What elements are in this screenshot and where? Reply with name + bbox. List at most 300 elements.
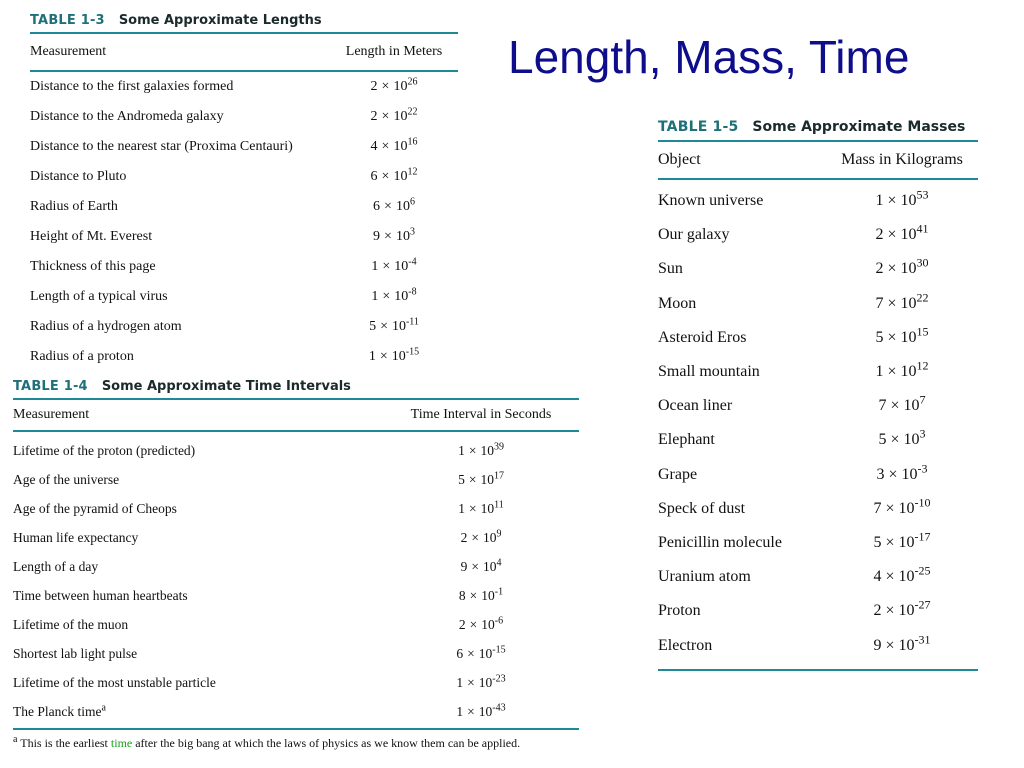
row-value	[330, 256, 458, 275]
table-row	[30, 312, 458, 342]
row-label: Shortest lab light pulse	[13, 645, 138, 661]
row-value	[826, 598, 978, 620]
times-symbol: ×	[885, 568, 895, 586]
row-value	[826, 290, 978, 313]
value-exponent: 12	[407, 166, 418, 178]
table-row	[658, 355, 978, 389]
row-label: Time between human heartbeats	[13, 587, 188, 603]
column-header-time: Time Interval in Seconds	[410, 407, 552, 422]
value-base: 10	[898, 533, 915, 551]
row-value	[826, 427, 978, 449]
row-value	[330, 106, 458, 125]
row-value	[826, 632, 978, 655]
times-symbol: ×	[382, 259, 391, 274]
table-body	[30, 72, 458, 372]
value-exponent: 4	[496, 557, 502, 568]
table-row	[13, 668, 579, 697]
value-mantissa: 1	[456, 703, 464, 719]
row-label-cell	[13, 501, 383, 517]
value-mantissa: 2	[873, 602, 882, 620]
value-base: 10	[478, 674, 493, 690]
row-value	[826, 187, 978, 210]
value-exponent: -3	[917, 461, 928, 476]
value-exponent: -10	[914, 495, 931, 510]
row-label-cell	[30, 109, 330, 125]
row-value	[826, 221, 978, 244]
value-base: 10	[481, 616, 495, 632]
table-lengths	[30, 8, 458, 372]
table-row	[30, 132, 458, 162]
value-mantissa: 6	[370, 169, 378, 184]
value-base: 10	[898, 499, 915, 517]
row-label-cell	[658, 568, 826, 586]
row-value	[383, 559, 579, 575]
row-label: Uranium atom	[658, 568, 751, 586]
value-base: 10	[900, 226, 917, 244]
row-value	[330, 76, 458, 95]
table-row	[658, 423, 978, 457]
times-symbol: ×	[890, 431, 900, 449]
value-exponent: 41	[916, 221, 929, 236]
value-base: 10	[898, 602, 915, 620]
value-mantissa: 5	[875, 328, 884, 346]
value-exponent: 12	[916, 358, 929, 373]
times-symbol: ×	[468, 500, 477, 516]
value-exponent: 30	[916, 256, 929, 271]
row-value	[826, 324, 978, 347]
value-exponent: 6	[409, 196, 415, 208]
row-value	[826, 495, 978, 518]
value-mantissa: 2	[875, 226, 884, 244]
value-base: 10	[393, 109, 408, 124]
value-exponent: 39	[493, 441, 504, 452]
row-label: The Planck time	[13, 703, 102, 719]
row-value	[383, 617, 579, 633]
value-base: 10	[481, 587, 495, 603]
row-label-cell	[30, 199, 330, 215]
value-base: 10	[391, 319, 406, 334]
value-exponent: 15	[916, 324, 929, 339]
value-exponent: -6	[494, 615, 504, 626]
table-row	[658, 389, 978, 423]
table-masses	[658, 114, 978, 671]
row-label: Elephant	[658, 431, 715, 449]
value-exponent: 11	[494, 499, 504, 510]
value-exponent: -15	[405, 346, 420, 358]
table-row	[13, 552, 579, 581]
times-symbol: ×	[890, 397, 900, 415]
value-base: 10	[900, 328, 917, 346]
value-exponent: 22	[407, 106, 418, 118]
row-label: Lifetime of the most unstable particle	[13, 674, 216, 690]
value-mantissa: 2	[370, 109, 378, 124]
row-label-cell	[13, 559, 383, 575]
row-value	[826, 529, 978, 552]
table-row	[30, 342, 458, 372]
table-header	[30, 34, 458, 70]
row-label: Distance to the Andromeda galaxy	[30, 109, 224, 124]
row-value	[383, 675, 579, 691]
value-mantissa: 1	[875, 192, 884, 210]
table-title: Some Approximate Masses	[752, 119, 966, 135]
row-value	[383, 646, 579, 662]
value-base: 10	[900, 294, 917, 312]
value-base: 10	[394, 259, 409, 274]
table-body	[13, 432, 579, 726]
times-symbol: ×	[887, 192, 897, 210]
value-base: 10	[900, 192, 917, 210]
value-mantissa: 1	[458, 442, 465, 458]
value-base: 10	[480, 442, 494, 458]
row-value	[330, 226, 458, 245]
footnote-text-after: after the big bang at which the laws of physics as we know them can be applied.	[135, 736, 521, 750]
value-mantissa: 7	[878, 397, 887, 415]
value-mantissa: 2	[460, 529, 468, 545]
value-exponent: 53	[916, 187, 929, 202]
slide-title: Length, Mass, Time	[508, 31, 910, 83]
times-symbol: ×	[468, 471, 477, 487]
times-symbol: ×	[887, 294, 897, 312]
row-label-cell	[13, 588, 383, 604]
times-symbol: ×	[467, 703, 475, 719]
value-exponent: 22	[916, 290, 929, 305]
row-label-cell	[30, 229, 330, 245]
value-base: 10	[903, 431, 920, 449]
value-exponent: -43	[492, 702, 506, 713]
value-base: 10	[898, 636, 915, 654]
row-label: Our galaxy	[658, 226, 730, 244]
value-mantissa: 5	[878, 431, 887, 449]
row-label: Small mountain	[658, 363, 760, 381]
row-value	[826, 392, 978, 415]
times-symbol: ×	[887, 260, 897, 278]
value-mantissa: 1	[368, 349, 376, 364]
times-symbol: ×	[467, 645, 475, 661]
row-label-cell	[13, 472, 383, 488]
value-mantissa: 1	[456, 674, 464, 690]
table-row	[658, 184, 978, 218]
row-label: Radius of a hydrogen atom	[30, 319, 182, 334]
row-value	[826, 256, 978, 278]
times-symbol: ×	[382, 289, 391, 304]
times-symbol: ×	[887, 363, 897, 381]
row-label-cell	[30, 79, 330, 95]
value-mantissa: 2	[458, 616, 466, 632]
row-label-cell	[658, 295, 826, 313]
row-label: Human life expectancy	[13, 529, 139, 545]
value-exponent: 17	[493, 470, 504, 481]
column-header-mass: Mass in Kilograms	[841, 151, 963, 168]
table-row	[13, 465, 579, 494]
times-symbol: ×	[380, 319, 388, 334]
column-header-measurement: Measurement	[13, 407, 90, 422]
row-label: Grape	[658, 465, 698, 483]
row-label: Age of the pyramid of Cheops	[13, 500, 177, 516]
row-label: Distance to Pluto	[30, 169, 127, 184]
table-row	[13, 639, 579, 668]
table-row	[30, 102, 458, 132]
times-symbol: ×	[379, 349, 388, 364]
row-label-cell	[30, 349, 330, 365]
row-value	[826, 461, 978, 484]
table-header	[658, 142, 978, 178]
value-mantissa: 5	[369, 319, 377, 334]
table-rule-bottom	[13, 728, 579, 730]
value-base: 10	[900, 260, 917, 278]
value-base: 10	[482, 558, 497, 574]
table-title: Some Approximate Time Intervals	[101, 378, 351, 394]
footnote-text-before: This is the earliest	[20, 736, 108, 750]
value-mantissa: 2	[370, 79, 378, 94]
value-exponent: -11	[405, 316, 419, 328]
times-symbol: ×	[469, 587, 478, 603]
row-value	[330, 316, 458, 335]
row-label: Length of a typical virus	[30, 289, 168, 304]
value-exponent: 3	[409, 226, 415, 238]
row-label-cell	[13, 704, 383, 720]
times-symbol: ×	[885, 602, 895, 620]
row-label: Height of Mt. Everest	[30, 229, 153, 244]
table-row	[30, 282, 458, 312]
value-base: 10	[480, 500, 495, 516]
value-exponent: -15	[492, 644, 506, 655]
value-exponent: -31	[914, 632, 931, 647]
row-label-cell	[658, 260, 826, 278]
row-label-cell	[658, 397, 826, 415]
table-row	[13, 494, 579, 523]
table-row	[658, 458, 978, 492]
footnote-mark: a	[13, 734, 18, 745]
value-exponent: -17	[914, 529, 931, 544]
row-label: Lifetime of the proton (predicted)	[13, 442, 196, 458]
row-label: Radius of a proton	[30, 349, 134, 364]
table-row	[13, 581, 579, 610]
row-label-cell	[658, 329, 826, 347]
table-header	[13, 400, 579, 430]
value-mantissa: 1	[371, 289, 379, 304]
times-symbol: ×	[885, 533, 895, 551]
value-base: 10	[478, 703, 493, 719]
value-base: 10	[393, 79, 408, 94]
value-mantissa: 8	[458, 587, 466, 603]
row-label: Lifetime of the muon	[13, 616, 129, 632]
row-label: Distance to the first galaxies formed	[30, 79, 234, 94]
footnote	[13, 736, 579, 751]
value-mantissa: 4	[370, 139, 378, 154]
table-row	[30, 72, 458, 102]
value-base: 10	[391, 349, 406, 364]
table-row	[658, 218, 978, 252]
value-base: 10	[394, 289, 409, 304]
table-caption	[13, 374, 579, 398]
value-mantissa: 1	[875, 363, 884, 381]
row-label: Sun	[658, 260, 683, 278]
value-mantissa: 2	[875, 260, 884, 278]
row-value	[330, 166, 458, 185]
value-base: 10	[901, 465, 918, 483]
footnote-ref: a	[101, 702, 106, 713]
row-label: Speck of dust	[658, 499, 746, 517]
value-mantissa: 4	[873, 568, 882, 586]
value-exponent: -1	[494, 586, 504, 597]
row-value	[383, 530, 579, 546]
row-label: Penicillin molecule	[658, 533, 782, 551]
row-label-cell	[30, 289, 330, 305]
times-symbol: ×	[888, 465, 898, 483]
row-value	[383, 704, 579, 720]
table-number: TABLE 1-3	[30, 12, 105, 28]
table-body	[658, 180, 978, 663]
value-exponent: 9	[496, 528, 502, 539]
times-symbol: ×	[384, 229, 392, 244]
row-label-cell	[30, 169, 330, 185]
row-label-cell	[658, 602, 826, 620]
value-exponent: -25	[914, 563, 931, 578]
value-mantissa: 9	[460, 558, 468, 574]
table-number: TABLE 1-5	[658, 119, 739, 135]
table-row	[13, 523, 579, 552]
row-label-cell	[13, 443, 383, 459]
table-row	[30, 222, 458, 252]
times-symbol: ×	[381, 79, 390, 94]
times-symbol: ×	[381, 139, 390, 154]
value-exponent: 7	[919, 392, 926, 407]
row-label: Moon	[658, 294, 697, 312]
table-rule-bottom	[658, 669, 978, 671]
value-base: 10	[393, 139, 408, 154]
table-row	[13, 697, 579, 726]
value-exponent: -4	[408, 256, 417, 268]
row-label-cell	[658, 226, 826, 244]
row-label: Thickness of this page	[30, 259, 156, 274]
row-label: Radius of Earth	[30, 199, 118, 214]
value-exponent: 3	[919, 427, 926, 442]
table-caption	[658, 114, 978, 140]
row-label: Age of the universe	[13, 471, 120, 487]
row-label-cell	[658, 500, 826, 518]
value-exponent: 26	[407, 76, 418, 88]
row-value	[826, 358, 978, 381]
table-row	[658, 321, 978, 355]
value-exponent: 16	[407, 136, 418, 148]
table-row	[13, 436, 579, 465]
row-label-cell	[658, 466, 826, 484]
row-label: Electron	[658, 636, 713, 654]
times-symbol: ×	[471, 529, 479, 545]
row-value	[383, 472, 579, 488]
value-exponent: -23	[492, 673, 506, 684]
row-label: Asteroid Eros	[658, 328, 747, 346]
row-label-cell	[30, 139, 330, 155]
table-row	[13, 610, 579, 639]
value-mantissa: 1	[458, 500, 465, 516]
row-label-cell	[13, 646, 383, 662]
value-exponent: -27	[914, 598, 931, 613]
value-base: 10	[480, 471, 494, 487]
column-header-length: Length in Meters	[345, 44, 443, 59]
value-base: 10	[395, 199, 410, 214]
value-mantissa: 1	[371, 259, 379, 274]
row-label-cell	[658, 637, 826, 655]
row-label-cell	[658, 431, 826, 449]
times-symbol: ×	[384, 199, 392, 214]
value-mantissa: 3	[876, 465, 885, 483]
table-row	[658, 560, 978, 594]
value-exponent: -8	[408, 286, 417, 298]
table-row	[30, 192, 458, 222]
row-label-cell	[13, 530, 383, 546]
value-base: 10	[900, 363, 917, 381]
value-base: 10	[393, 169, 408, 184]
table-time-intervals	[13, 374, 579, 751]
value-mantissa: 5	[458, 471, 465, 487]
row-label: Distance to the nearest star (Proxima Centauri)	[30, 139, 293, 154]
row-label-cell	[658, 363, 826, 381]
table-row	[658, 252, 978, 286]
value-mantissa: 5	[873, 533, 882, 551]
value-base: 10	[395, 229, 410, 244]
column-header-measurement: Measurement	[30, 44, 107, 59]
value-mantissa: 7	[873, 499, 882, 517]
times-symbol: ×	[885, 636, 895, 654]
table-row	[30, 252, 458, 282]
times-symbol: ×	[468, 442, 477, 458]
value-mantissa: 9	[373, 229, 381, 244]
value-mantissa: 6	[373, 199, 381, 214]
row-label-cell	[13, 675, 383, 691]
footnote-highlight: time	[110, 736, 133, 750]
row-value	[330, 346, 458, 365]
row-value	[330, 136, 458, 155]
row-label: Known universe	[658, 192, 764, 210]
value-base: 10	[898, 568, 915, 586]
table-row	[658, 594, 978, 628]
times-symbol: ×	[887, 226, 897, 244]
row-label-cell	[658, 534, 826, 552]
row-value	[330, 196, 458, 215]
row-label-cell	[30, 259, 330, 275]
row-value	[383, 588, 579, 604]
row-label-cell	[13, 617, 383, 633]
row-value	[383, 443, 579, 459]
value-mantissa: 6	[456, 645, 464, 661]
row-label: Ocean liner	[658, 397, 733, 415]
table-title: Some Approximate Lengths	[118, 12, 322, 28]
table-caption	[30, 8, 458, 32]
value-mantissa: 7	[875, 294, 884, 312]
row-label-cell	[30, 319, 330, 335]
times-symbol: ×	[887, 328, 897, 346]
table-row	[30, 162, 458, 192]
value-base: 10	[482, 529, 497, 545]
times-symbol: ×	[467, 674, 475, 690]
times-symbol: ×	[381, 169, 390, 184]
row-value	[826, 563, 978, 586]
row-label: Proton	[658, 602, 701, 620]
times-symbol: ×	[885, 499, 895, 517]
row-label: Length of a day	[13, 558, 99, 574]
value-base: 10	[478, 645, 493, 661]
table-number: TABLE 1-4	[13, 378, 88, 394]
row-value	[383, 501, 579, 517]
table-row	[658, 287, 978, 321]
value-mantissa: 9	[873, 636, 882, 654]
value-base: 10	[903, 397, 920, 415]
times-symbol: ×	[469, 616, 478, 632]
table-row	[658, 526, 978, 560]
times-symbol: ×	[381, 109, 390, 124]
table-row	[658, 492, 978, 526]
